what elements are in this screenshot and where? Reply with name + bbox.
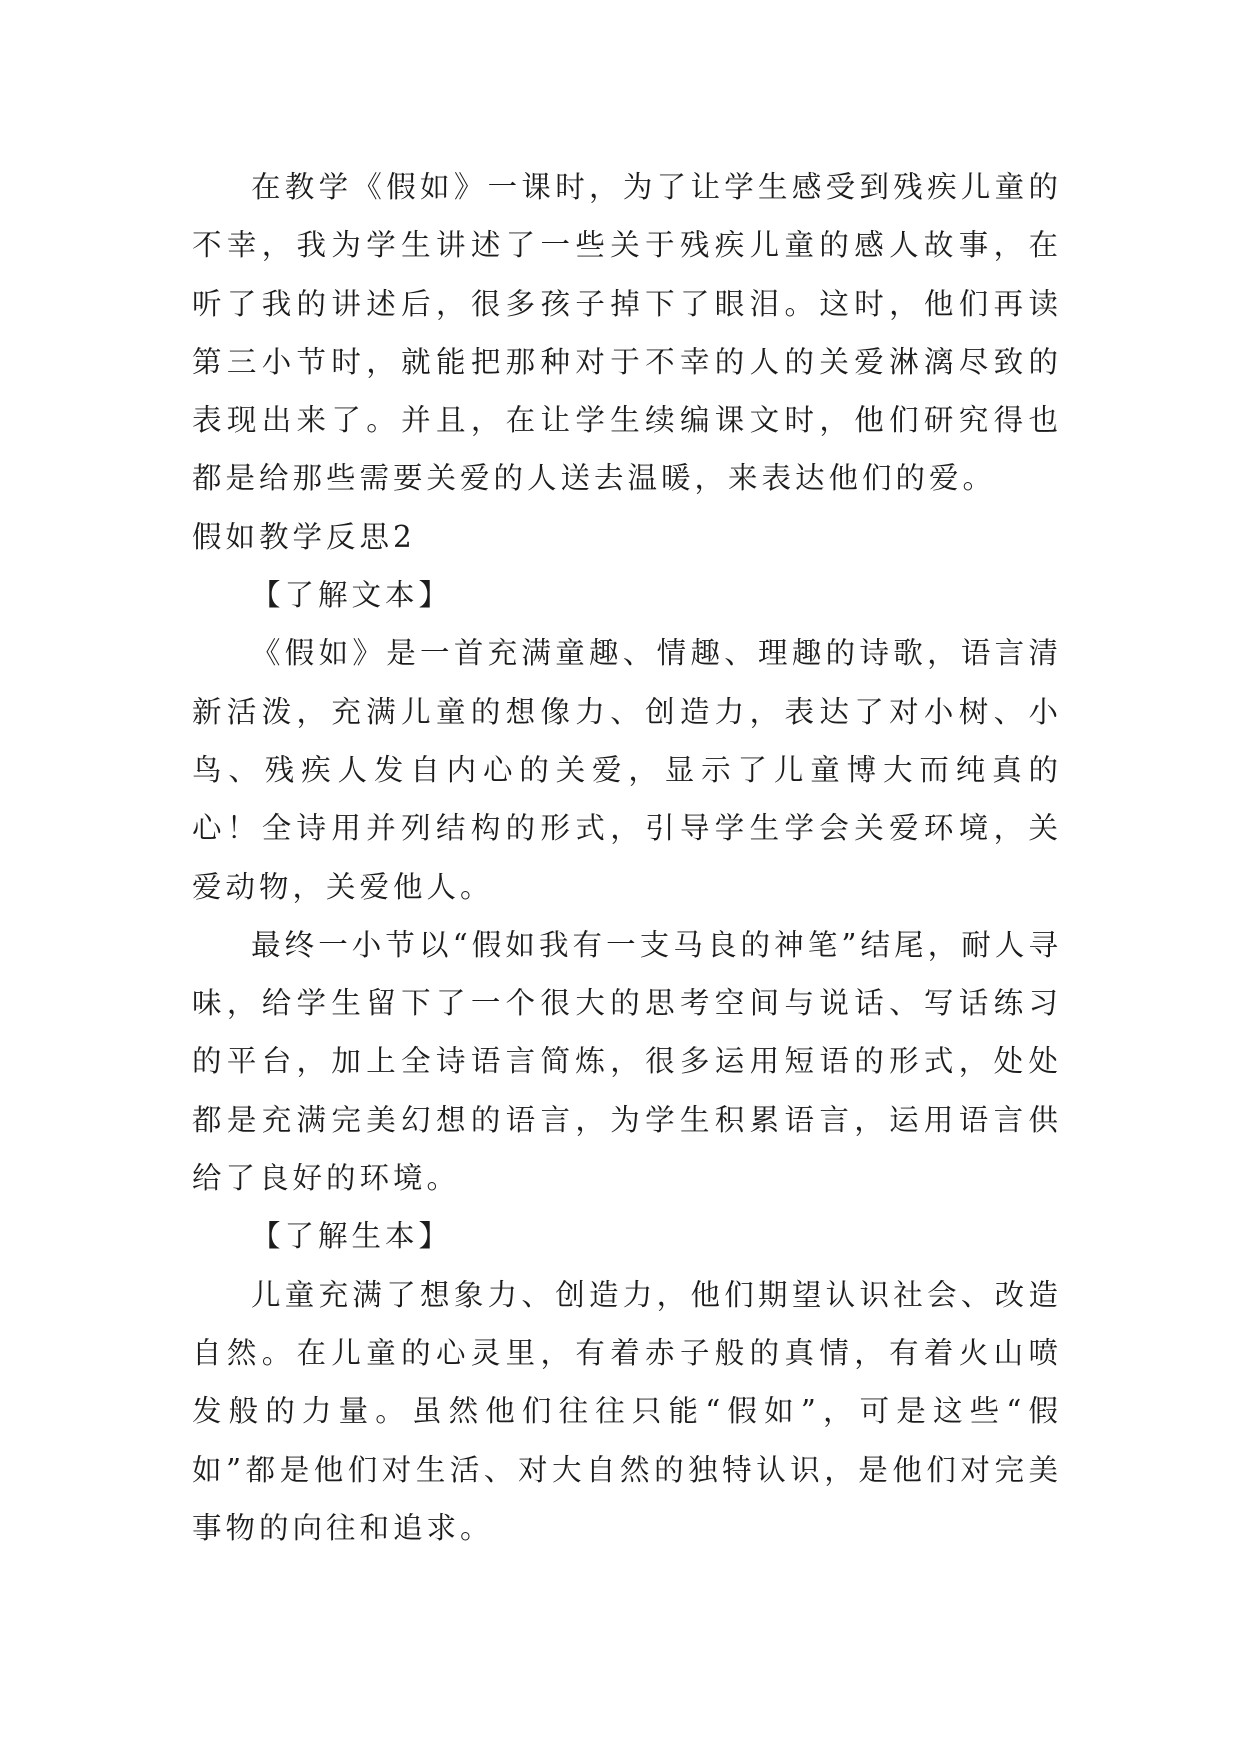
subsection-title-text: 【了解文本】	[251, 578, 453, 613]
section-heading: 假如教学反思2	[192, 519, 416, 554]
paragraph-2: 《假如》是一首充满童趣、情趣、理趣的诗歌，语言清新活泼，充满儿童的想像力、创造力，表达了对小树、小鸟、残疾人发自内心的关爱，显示了儿童博大而纯真的心！全诗用并列结构的形式，引导学生学会关爱环境，关爱动物，关爱他人。	[192, 636, 1062, 904]
paragraph-4: 儿童充满了想象力、创造力，他们期望认识社会、改造自然。在儿童的心灵里，有着赤子般的真情，有着火山喷发般的力量。虽然他们往往只能“假如”，可是这些“假如”都是他们对生活、对大自然的独特认识，是他们对完美事物的向往和追求。	[192, 1277, 1062, 1545]
document-body	[192, 158, 1062, 1557]
paragraph-3: 最终一小节以“假如我有一支马良的神笔”结尾，耐人寻味，给学生留下了一个很大的思考空间与说话、写话练习的平台，加上全诗语言简炼，很多运用短语的形式，处处都是充满完美幻想的语言，为学生积累语言，运用语言供给了良好的环境。	[192, 927, 1062, 1196]
subsection-title-student: 【了解生本】	[251, 1219, 453, 1254]
paragraph-1: 在教学《假如》一课时，为了让学生感受到残疾儿童的不幸，我为学生讲述了一些关于残疾儿童的感人故事，在听了我的讲述后，很多孩子掉下了眼泪。这时，他们再读第三小节时，就能把那种对于不幸的人的关爱淋漓尽致的表现出来了。并且，在让学生续编课文时，他们研究得也都是给那些需要关爱的人送去温暖，来表达他们的爱。	[192, 170, 1062, 496]
